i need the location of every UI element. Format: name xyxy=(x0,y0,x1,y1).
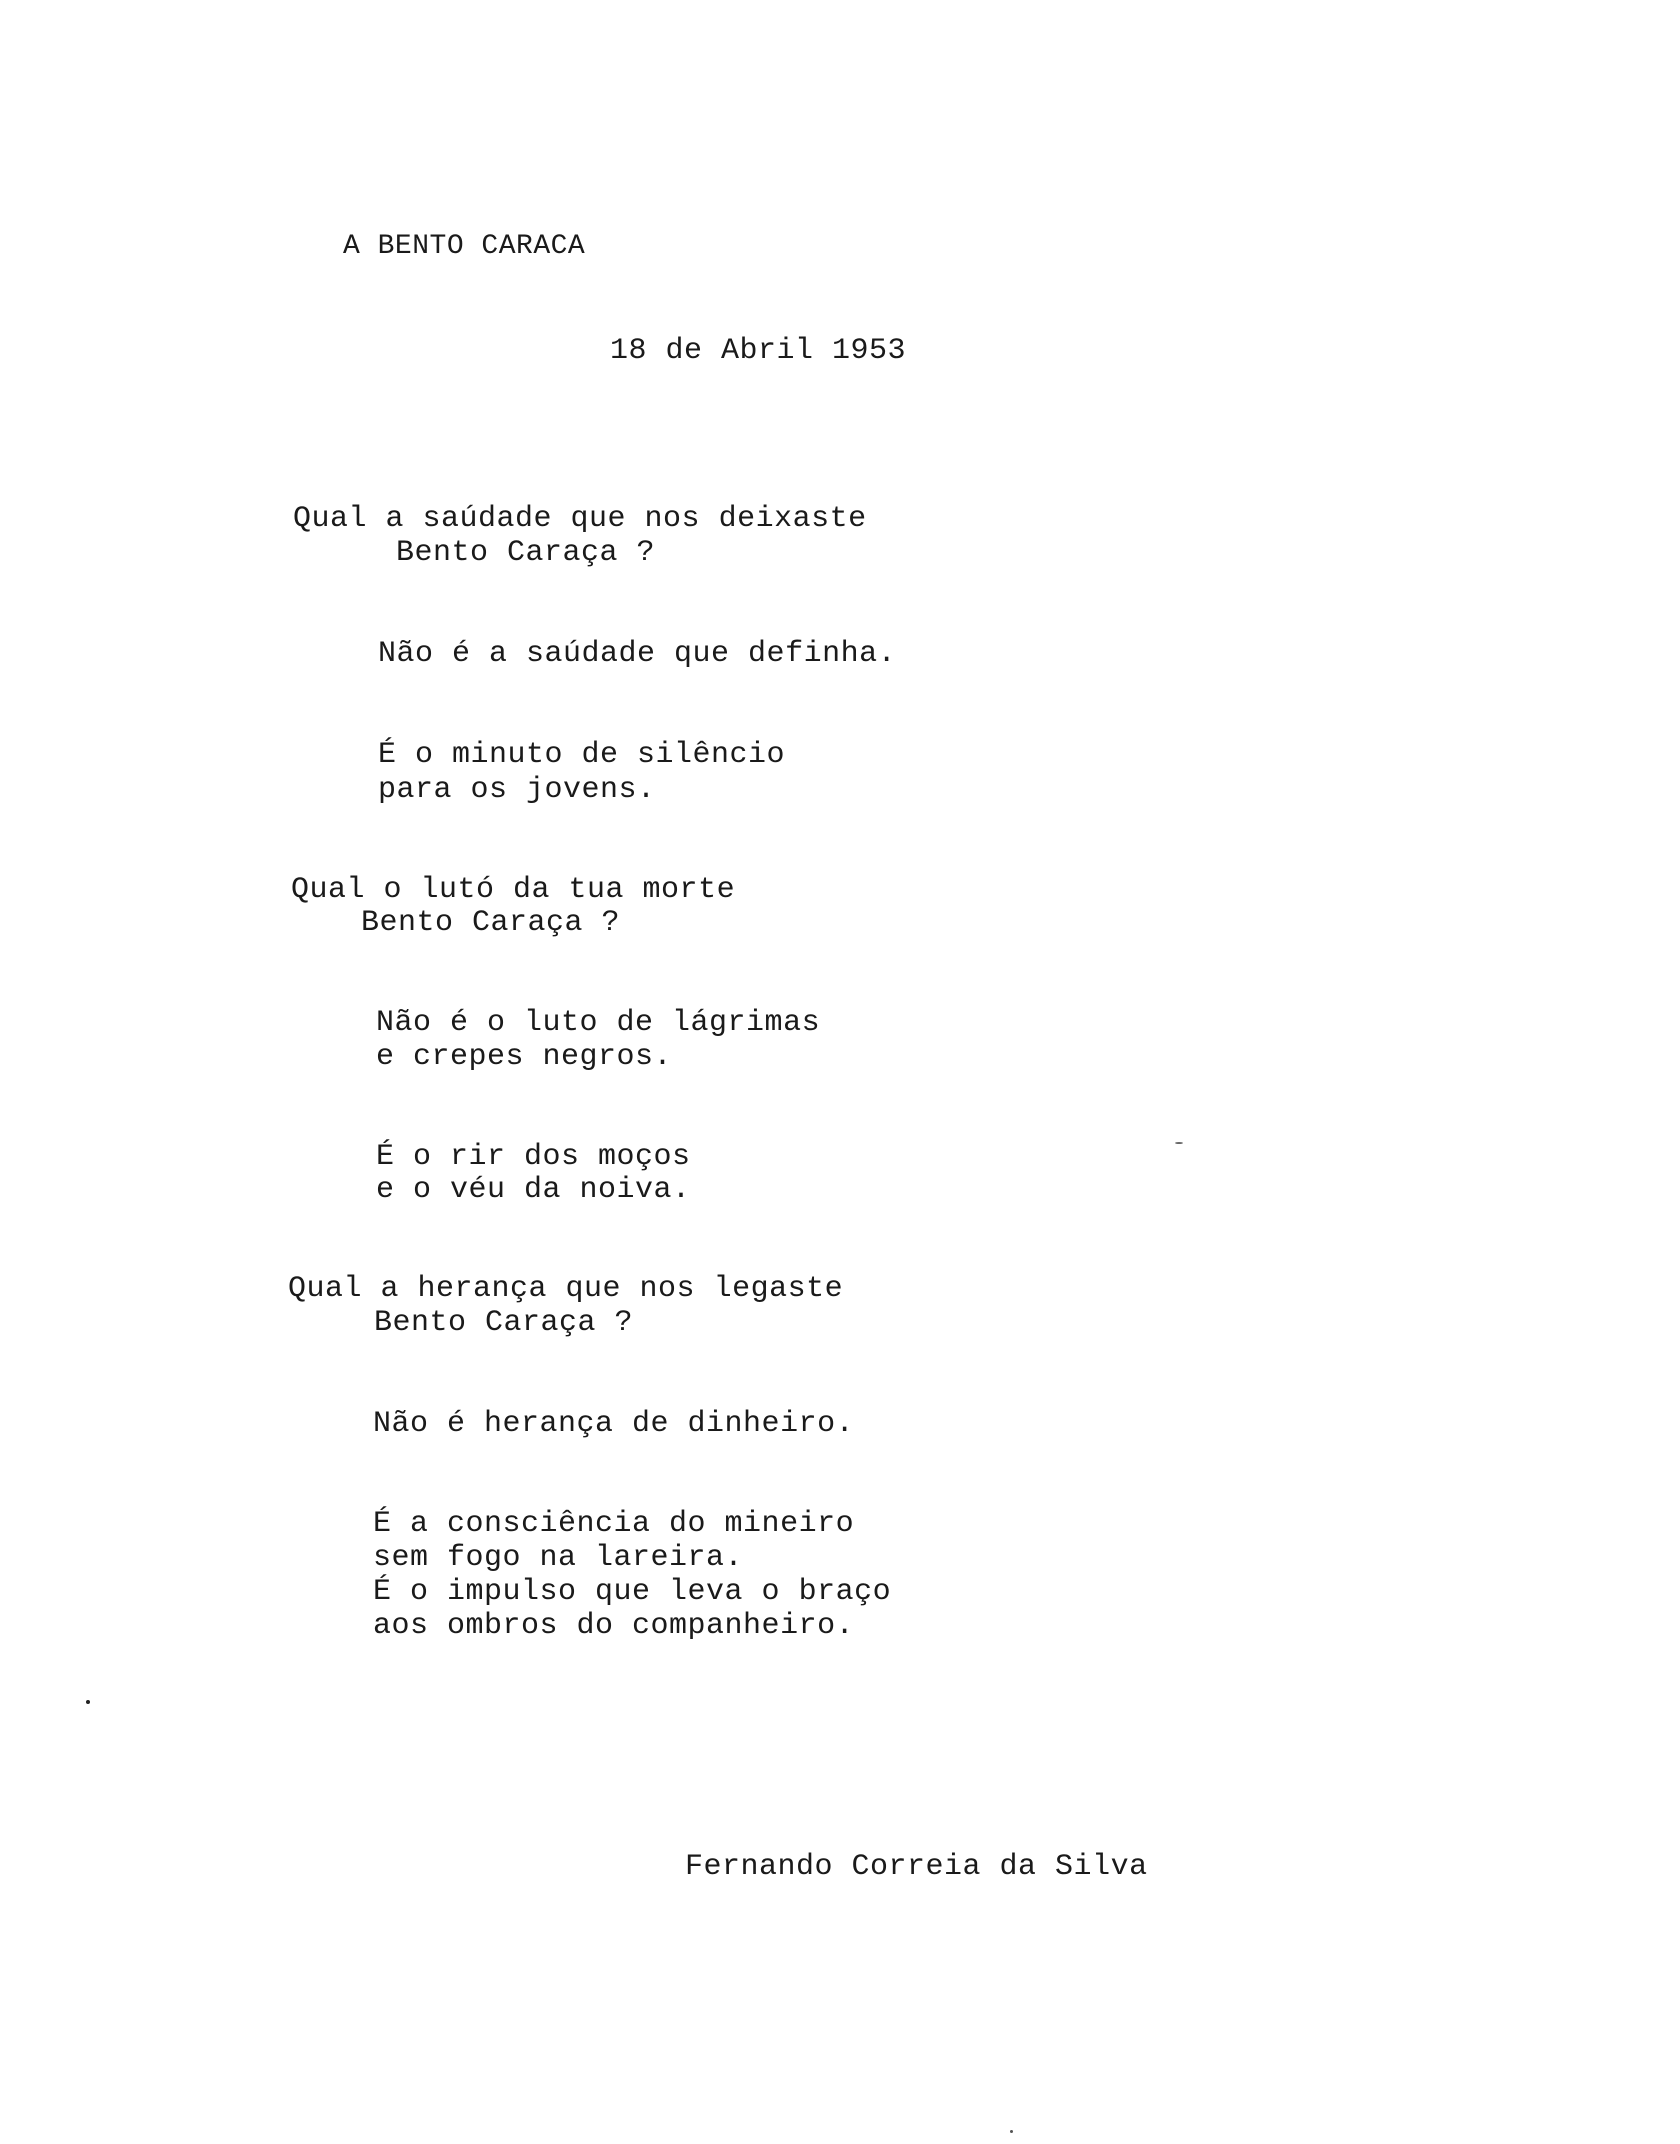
poem-line: Bento Caraça ? xyxy=(361,906,621,940)
poem-line: Qual o lutó da tua morte xyxy=(291,873,736,907)
poem-line: É o minuto de silêncio xyxy=(378,738,786,772)
poem-line: É o rir dos moços xyxy=(376,1140,691,1174)
poem-line: Não é o luto de lágrimas xyxy=(376,1006,821,1040)
scan-speck xyxy=(86,1700,90,1704)
poem-line: e crepes negros. xyxy=(376,1040,673,1074)
poem-line: aos ombros do companheiro. xyxy=(373,1609,855,1643)
scan-speck xyxy=(1175,1142,1183,1144)
poem-line: e o véu da noiva. xyxy=(376,1173,691,1207)
poem-title: A BENTO CARACA xyxy=(343,231,586,262)
poem-line: Bento Caraça ? xyxy=(396,536,656,570)
poem-line: É o impulso que leva o braço xyxy=(373,1575,892,1609)
poem-line: Não é herança de dinheiro. xyxy=(373,1407,855,1441)
poem-line: Não é a saúdade que definha. xyxy=(378,637,897,671)
poem-line: Bento Caraça ? xyxy=(374,1306,634,1340)
poem-line: sem fogo na lareira. xyxy=(373,1541,744,1575)
poem-line: É a consciência do mineiro xyxy=(373,1507,855,1541)
poem-line: Qual a saúdade que nos deixaste xyxy=(293,502,867,536)
poem-line: Qual a herança que nos legaste xyxy=(288,1272,844,1306)
poem-line: para os jovens. xyxy=(378,773,656,807)
poem-date: 18 de Abril 1953 xyxy=(610,334,907,368)
signature: Fernando Correia da Silva xyxy=(685,1850,1148,1884)
scan-speck xyxy=(1010,2130,1013,2133)
